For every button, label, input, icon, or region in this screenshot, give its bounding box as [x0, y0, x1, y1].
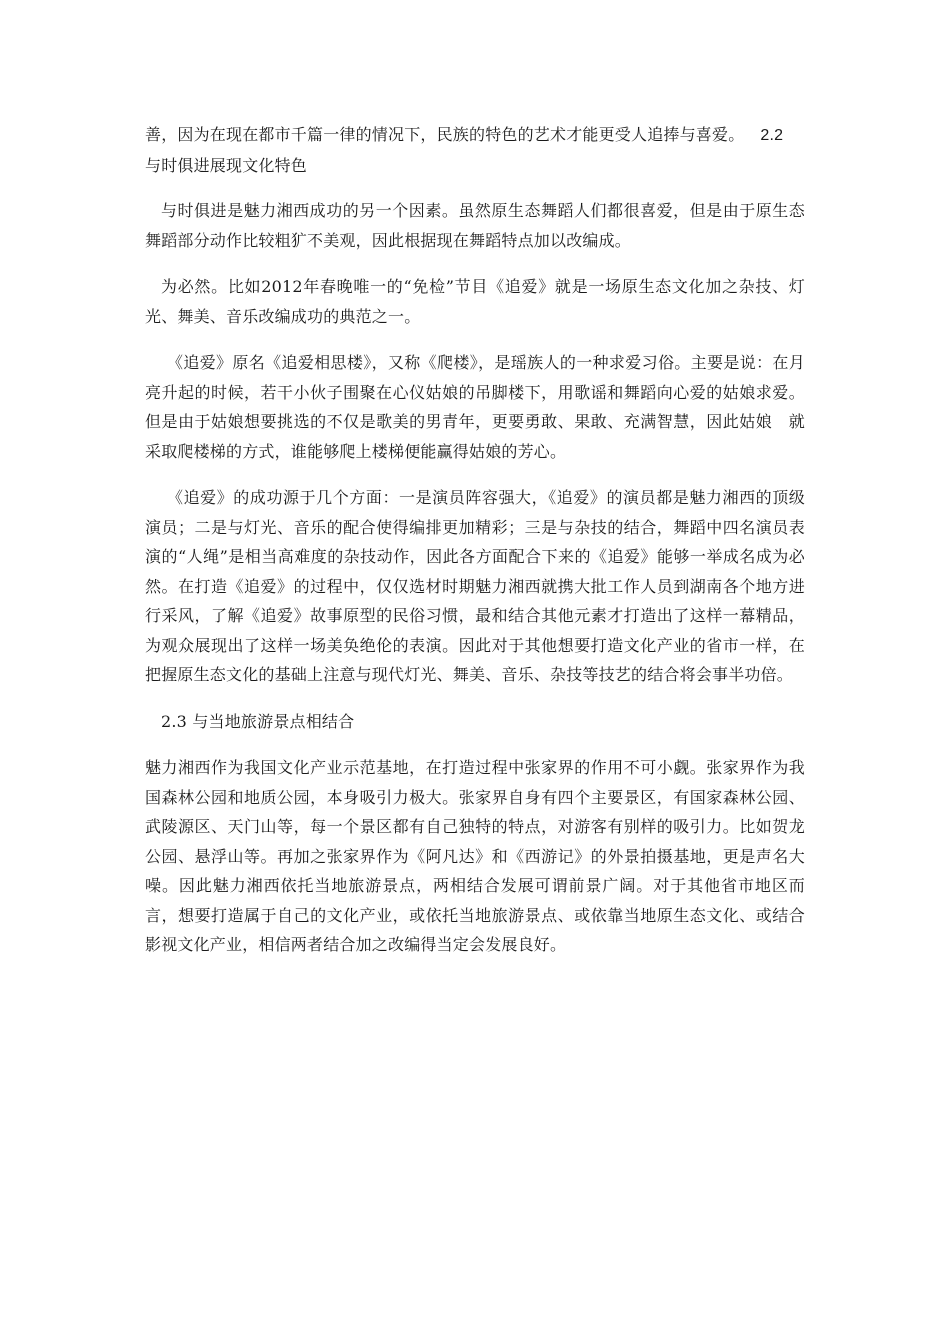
- paragraph-continuation: [145, 120, 805, 180]
- document-body: [145, 120, 805, 977]
- paragraph-tourism: 魅力湘西作为我国文化产业示范基地，在打造过程中张家界的作用不可小觑。张家界作为我国森林公园和地质公园，本身吸引力极大。张家界自身有四个主要景区，有国家森林公园、武陵源区、天门山等，每一个景区都有自己独特的特点，对游客有别样的吸引力。比如贺龙公园、悬浮山等。再加之张家界作为《阿凡达》和《西游记》的外景拍摄基地，更是声名大噪。因此魅力湘西依托当地旅游景点，两相结合发展可谓前景广阔。对于其他省市地区而言，想要打造属于自己的文化产业，或依托当地旅游景点、或依靠当地原生态文化、或结合影视文化产业，相信两者结合加之改编得当定会发展良好。: [145, 758, 805, 954]
- paragraph-text: 善，因为在现在都市千篇一律的情况下，民族的特色的艺术才能更受人追捧与喜爱。: [145, 125, 745, 144]
- paragraph-keep-pace: 与时俱进是魅力湘西成功的另一个因素。虽然原生态舞蹈人们都很喜爱，但是由于原生态舞蹈部分动作比较粗犷不美观，因此根据现在舞蹈特点加以改编成。: [145, 201, 805, 250]
- section-title: 与时俱进展现文化特色: [145, 155, 308, 175]
- paragraph-spring-gala: 为必然。比如2012年春晚唯一的“免检”节目《追爱》就是一场原生态文化加之杂技、灯光、舞美、音乐改编成功的典范之一。: [145, 277, 805, 326]
- section-number: 2.2: [760, 127, 784, 144]
- paragraph-zhuiai-origin: 《追爱》原名《追爱相思楼》，又称《爬楼》，是瑶族人的一种求爱习俗。主要是说：在月亮升起的时候，若干小伙子围聚在心仪姑娘的吊脚楼下，用歌谣和舞蹈向心爱的姑娘求爱。但是由于姑娘想要挑选的不仅是歌美的男青年，更要勇敢、果敢、充满智慧，因此姑娘 就采取爬楼梯的方式，谁能够爬上楼梯便能赢得姑娘的芳心。: [145, 353, 805, 461]
- paragraph-zhuiai-success: 《追爱》的成功源于几个方面：一是演员阵容强大，《追爱》的演员都是魅力湘西的顶级演员；二是与灯光、音乐的配合使得编排更加精彩；三是与杂技的结合，舞蹈中四名演员表演的“人绳”是相当高难度的杂技动作，因此各方面配合下来的《追爱》能够一举成名成为必然。在打造《追爱》的过程中，仅仅选材时期魅力湘西就携大批工作人员到湖南各个地方进行采风，了解《追爱》故事原型的民俗习惯，最和结合其他元素才打造出了这样一幕精品，为观众展现出了这样一场美奂绝伦的表演。因此对于其他想要打造文化产业的省市一样，在把握原生态文化的基础上注意与现代灯光、舞美、音乐、杂技等技艺的结合将会事半功倍。: [145, 488, 805, 684]
- section-heading-2-3: 2.3 与当地旅游景点相结合: [161, 711, 355, 731]
